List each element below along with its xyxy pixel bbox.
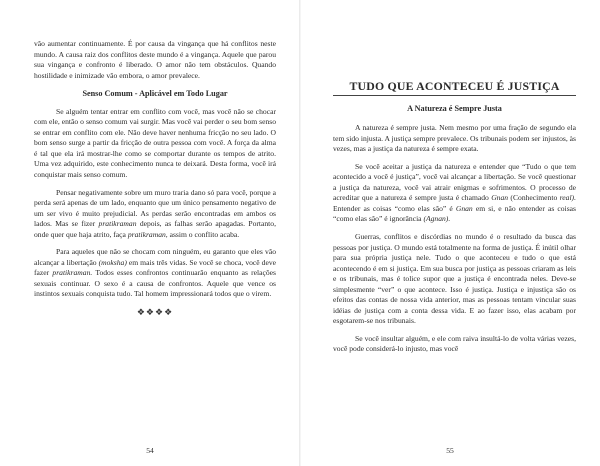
paragraph: Se você insultar alguém, e ele com raiva insultá-lo de volta várias vezes, você pode considerá-lo injusto, mas você (333, 333, 576, 354)
paragraph: Para aqueles que não se chocam com ninguém, eu garanto que eles vão alcançar a libertação (moksha) em mais três vidas. Se você se choca, você deve fazer pratikraman. Todos esses confrontos continuarão enquanto as relações sexuais continuar. O sexo é a causa de confrontos. Aquele que vence os instintos sexuais conquista tudo. Tal homem impressionará todos que o virem. (34, 247, 276, 299)
section-subheading: Senso Comum - Aplicável em Todo Lugar (82, 89, 228, 99)
right-page (300, 0, 600, 466)
paragraph: A natureza é sempre justa. Nem mesmo por uma fração de segundo ela tem sido injusta. A justiça sempre prevalece. Os tribunais podem ser injustos, às vezes, mas a justiça da natureza é sempre exata. (333, 123, 576, 154)
paragraph: Se alguém tentar entrar em conflito com você, mas você não se chocar com ele, então o senso comum vai surgir. Mas você vai perder o seu bom senso se entrar em conflito com ele. Não deve haver nenhuma fricção no seu lado. O bom senso surge a partir da fricção de outra pessoa com você. A força da alma é tal que ela irá mostrar-lhe como se comportar durante os tempos de atrito. Uma vez adquirido, este conhecimento nunca te deixará. Desta forma, você irá conquistar mais senso comum. (34, 106, 276, 180)
paragraph: Se você aceitar a justiça da natureza e entender que “Tudo o que tem acontecido a você é justiça”, você vai alcançar a libertação. Se você questionar a justiça da natureza, você vai atrair enigmas e sofrimentos. O processo de acreditar que a natureza é sempre justa é chamado Gnan (Conhecimento real). Entender as coisas “como elas são” é Gnan em si, e não entender as coisas “como elas são” é ignorância (Agnan). (333, 161, 576, 224)
paragraph: Guerras, conflitos e discórdias no mundo é o resultado da busca das pessoas por justiça. O mundo está totalmente na forma de justiça. É inútil olhar para sua própria justiça nele. Tudo o que aconteceu e tudo o que está acontecendo é em si justiça. Em sua busca por justiça as pessoas criaram as leis e os tribunais, mas é tolice supor que a justiça é encontrada neles. Deve-se simplesmente “ver” o que acontece. Isso é justiça. Justiça e injustiça são os efeitos das contas de nossa vida anterior, mas as pessoas tentam vincular suas idéias de justiça com a conta dessa vida. E ao fazer isso, elas acabam por esgotarem-se nos tribunais. (333, 232, 576, 326)
chapter-title: TUDO QUE ACONTECEU É JUSTIÇA (333, 81, 576, 96)
page-number: 55 (446, 446, 454, 456)
paragraph: Pensar negativamente sobre um muro traria dano só para você, porque a perda será apenas de um lado, enquanto que um único pensamento negativo de um ser vivo é muito prejudicial. As perdas serão encontradas em ambos os lados. Mas se fizer pratikraman depois, as falhas serão apagadas. Portanto, onde quer que haja atrito, faça pratikraman, assim o conflito acaba. (34, 187, 276, 239)
paragraph: vão aumentar continuamente. É por causa da vingança que há conflitos neste mundo. A causa raiz dos conflitos deste mundo é a vingança. Aquele que parou sua vingança e confronto é liberado. O amor não tem obstáculos. Quando hostilidade e inimizade vão embora, o amor prevalece. (34, 39, 276, 80)
page-number: 54 (146, 446, 154, 456)
ornament-divider: ❖❖❖❖ (136, 307, 174, 318)
chapter-subtitle: A Natureza é Sempre Justa (407, 103, 502, 113)
